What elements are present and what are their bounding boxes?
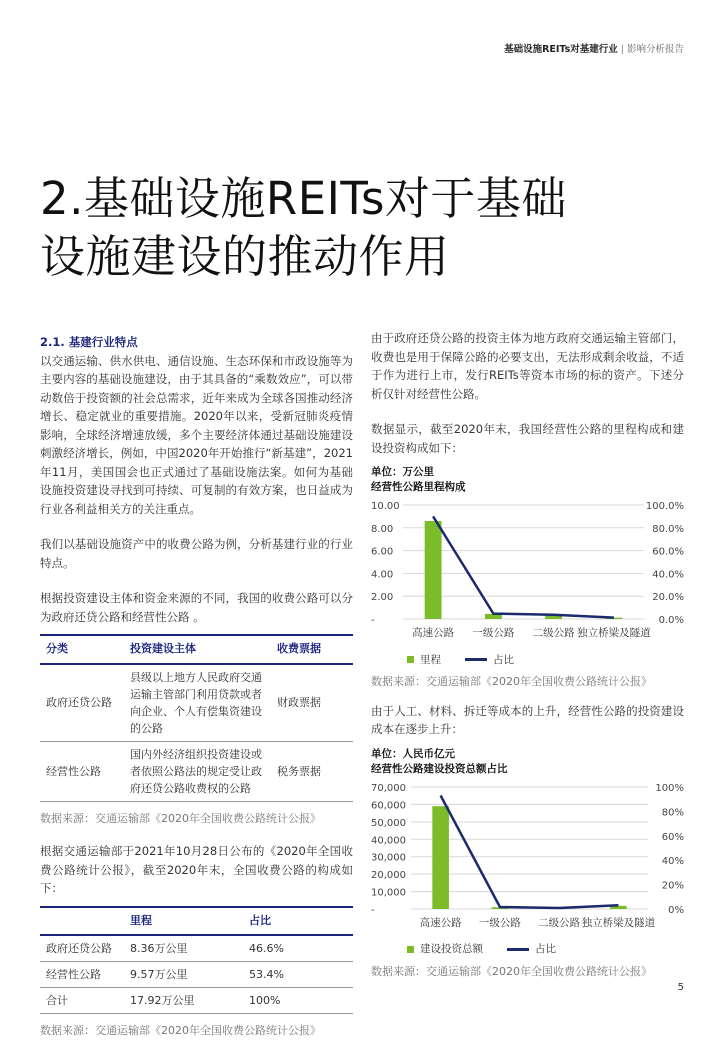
table-cell: 政府还贷公路 (40, 935, 124, 962)
y-left-tick-label: - (371, 904, 375, 916)
x-category-label: 二级公路 (538, 916, 581, 929)
y-left-tick-label: 4.00 (371, 569, 394, 581)
share-line (433, 516, 614, 617)
x-category-label: 一级公路 (472, 627, 515, 639)
table-row (40, 962, 353, 988)
table-cell: 100% (243, 988, 353, 1014)
table-cell: 8.36万公里 (124, 935, 243, 962)
y-right-tick-label: 0.0% (658, 615, 684, 626)
page-header (504, 41, 684, 55)
legend-line-label: 占比 (535, 943, 556, 955)
data-source-note: 数据来源：交通运输部《2020年全国收费公路统计公报》 (371, 964, 652, 978)
bar (425, 521, 442, 619)
table-cell: 53.4% (243, 962, 353, 988)
header-separator: | (620, 44, 624, 55)
paragraph-toll-road-example: 我们以基础设施资产中的收费公路为例，分析基建行业的行业特点。 (40, 537, 353, 570)
y-right-tick-label: 40% (661, 855, 684, 867)
data-source-note: 数据来源：交通运输部《2020年全国收费公路统计公报》 (40, 1024, 321, 1037)
y-right-tick-label: 80% (661, 806, 684, 818)
y-left-tick-label: 10,000 (371, 887, 406, 899)
chart1-legend (407, 651, 684, 670)
table-header-row (40, 635, 353, 664)
chart1-title: 经营性公路里程构成 (371, 481, 466, 493)
y-left-tick-label: 8.00 (371, 523, 394, 535)
paragraph-composition: 根据交通运输部于2021年10月28日公布的《2020年全国收费公路统计公报》，截至2020年末，全国收费公路的构成如下： (40, 844, 353, 895)
legend-line-swatch (465, 658, 487, 661)
y-left-tick-label: 6.00 (371, 546, 394, 558)
table-cell: 17.92万公里 (124, 988, 243, 1014)
table-row (40, 988, 353, 1014)
legend-bar-label: 里程 (420, 653, 441, 666)
data-source-note: 数据来源：交通运输部《2020年全国收费公路统计公报》 (40, 811, 321, 825)
mileage-composition-chart (371, 495, 684, 645)
y-right-tick-label: 80.0% (652, 523, 684, 535)
x-category-label: 高速公路 (419, 916, 462, 929)
y-left-tick-label: 60,000 (371, 799, 406, 811)
paragraph-cost-rising: 由于人工、材料、拆迁等成本的上升，经营性公路的投资建设成本在逐步上升： (371, 703, 684, 736)
y-right-tick-label: 60% (661, 831, 684, 843)
y-left-tick-label: 10.00 (371, 501, 400, 512)
table-cell: 经营性公路 (40, 962, 124, 988)
bar (432, 806, 449, 909)
data-source-note: 数据来源：交通运输部《2020年全国收费公路统计公报》 (371, 675, 652, 688)
table-cell: 政府还贷公路 (40, 664, 124, 742)
table-cell: 国内外经济组织投资建设或者依照公路法的规定受让政府还贷公路收费权的公路 (124, 741, 271, 801)
y-left-tick-label: 30,000 (371, 852, 406, 864)
table-cell: 财政票据 (271, 664, 353, 742)
y-right-tick-label: 20% (661, 880, 684, 892)
chart2-legend (407, 940, 684, 959)
table-cell: 税务票据 (271, 741, 353, 801)
investment-share-chart (371, 777, 684, 935)
y-right-tick-label: 40.0% (652, 569, 684, 581)
y-left-tick-label: 40,000 (371, 834, 406, 846)
table-row (40, 741, 353, 801)
y-left-tick-label: 50,000 (371, 817, 406, 829)
table-cell: 经营性公路 (40, 741, 124, 801)
legend-line-label: 占比 (493, 653, 514, 666)
table-header-cell: 分类 (40, 635, 124, 664)
y-right-tick-label: 0% (668, 904, 684, 916)
paragraph-government-roads: 由于政府还贷公路的投资主体为地方政府交通运输主管部门，收费也是用于保障公路的必要支出，无法形成剩余收益，不适于作为进行上市，发行REITs等资本市场的标的资产。下述分析仅针对经营性公路。 (371, 331, 684, 401)
classification-table (40, 634, 353, 802)
page-number: 5 (677, 982, 684, 993)
table-cell: 9.57万公里 (124, 962, 243, 988)
table-header-cell: 收费票据 (271, 635, 353, 664)
table-row (40, 935, 353, 962)
header-subtitle: 影响分析报告 (626, 44, 684, 55)
paragraph-data-shows: 数据显示，截至2020年末，我国经营性公路的里程构成和建设投资构成如下： (371, 422, 684, 455)
x-category-label: 二级公路 (532, 627, 575, 639)
y-right-tick-label: 100.0% (645, 501, 684, 512)
chart1-unit: 单位：万公里 (371, 466, 434, 478)
y-left-tick-label: - (371, 615, 375, 626)
page-title-line-2: 设施建设的推动作用 (40, 230, 450, 283)
header-title: 基础设施REITs对基建行业 (504, 44, 618, 55)
y-left-tick-label: 70,000 (371, 782, 406, 794)
table-header-row (40, 907, 353, 936)
page-title (40, 170, 680, 286)
y-left-tick-label: 20,000 (371, 869, 406, 881)
paragraph-classification: 根据投资建设主体和资金来源的不同，我国的收费公路可以分为政府还贷公路和经营性公路 。 (40, 591, 353, 624)
chart2-unit: 单位：人民币亿元 (371, 747, 455, 760)
table-row (40, 664, 353, 742)
x-category-label: 一级公路 (478, 916, 521, 929)
chart2-title: 经营性公路建设投资总额占比 (371, 762, 508, 775)
legend-line-swatch (507, 948, 529, 951)
composition-table (40, 906, 353, 1015)
legend-bar-label: 建设投资总额 (420, 943, 483, 955)
left-column (40, 333, 353, 1041)
x-category-label: 独立桥梁及隧道 (577, 627, 651, 639)
table-header-cell: 投资建设主体 (124, 635, 271, 664)
paragraph-infrastructure: 以交通运输、供水供电、通信设施、生态环保和市政设施等为主要内容的基础设施建设，由于其具备的“乘数效应”，可以带动数倍于投资额的社会总需求，近年来成为全球各国推动经济增长、稳定就业的重要措施。2020年以来，受新冠肺炎疫情影响，全球经济增速放缓，多个主要经济体通过基础设施建设刺激经济增长，例如，中国2020年开始推行“新基建”，2021年11月，美国国会也正式通过了基础设施法案。如何为基础设施投资建设寻找到可持续、可复制的有效方案，也日益成为行业各利益相关方的关注重点。 (40, 353, 353, 516)
x-category-label: 独立桥梁及隧道 (581, 916, 656, 929)
y-right-tick-label: 20.0% (652, 592, 684, 604)
y-right-tick-label: 60.0% (652, 546, 684, 558)
right-column (371, 329, 684, 981)
x-category-label: 高速公路 (412, 627, 455, 639)
table-header-cell (40, 907, 124, 936)
table-header-cell: 占比 (243, 907, 353, 936)
section-heading: 2.1. 基建行业特点 (40, 335, 138, 349)
table-cell: 县级以上地方人民政府交通运输主管部门利用贷款或者向企业、个人有偿集资建设的公路 (124, 664, 271, 742)
legend-bar-swatch (407, 656, 414, 663)
table-cell: 46.6% (243, 935, 353, 962)
table-header-cell: 里程 (124, 907, 243, 936)
y-left-tick-label: 2.00 (371, 592, 394, 604)
table-cell: 合计 (40, 988, 124, 1014)
legend-bar-swatch (407, 946, 414, 953)
page-title-line-1: 2.基础设施REITs对于基础 (40, 172, 567, 225)
y-right-tick-label: 100% (655, 782, 684, 794)
